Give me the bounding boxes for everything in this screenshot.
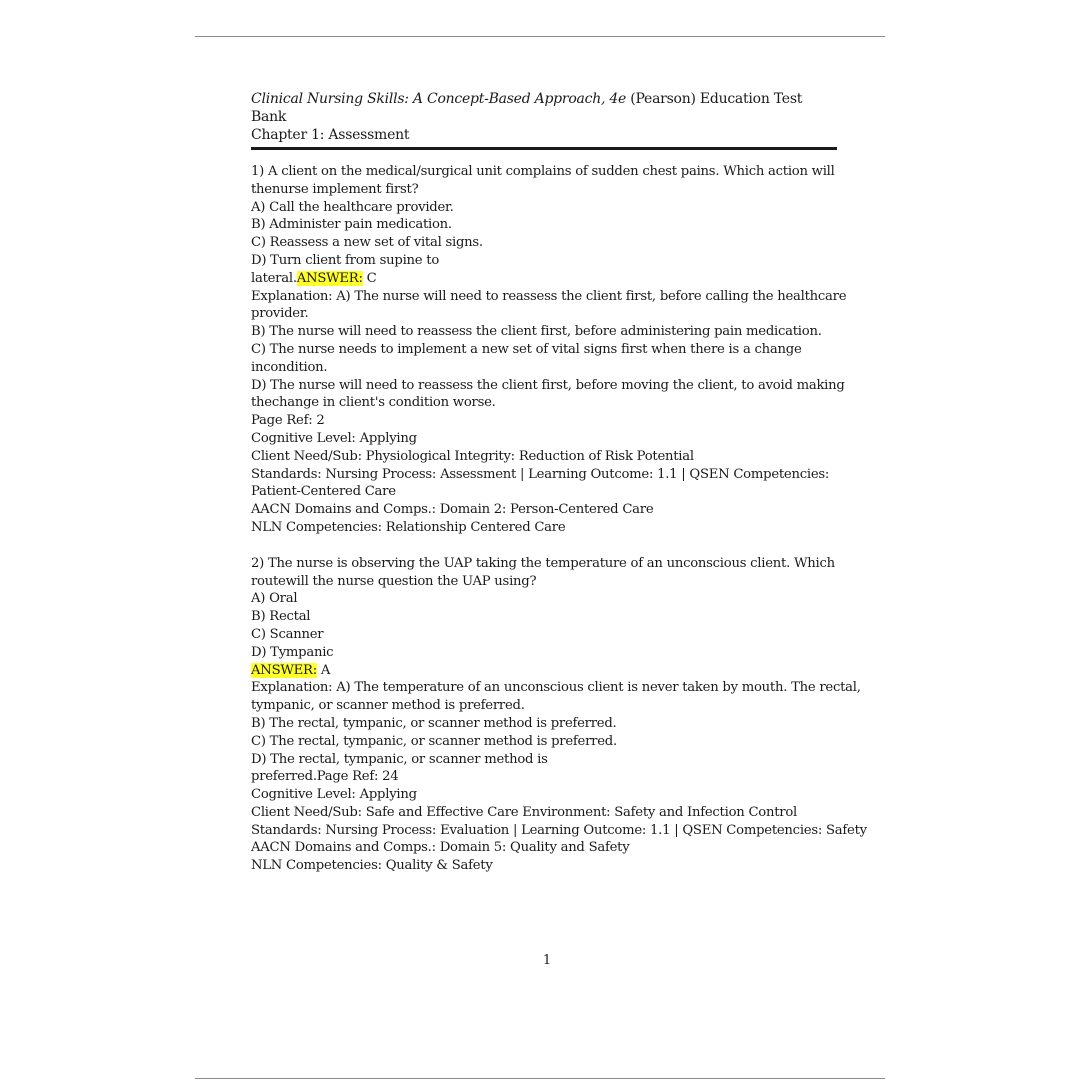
option-d: D) Tympanic [251, 644, 334, 660]
explanation-a: Explanation: A) The nurse will need to reassess the client first, before calling the healthcare [251, 288, 847, 304]
option-d: D) Turn client from supine to [251, 252, 440, 268]
explanation-a-cont: tympanic, or scanner method is preferred. [251, 698, 525, 714]
publisher-suffix: (Pearson) Education Test Bank [251, 91, 803, 125]
option-d-cont: lateral. [251, 270, 297, 286]
answer-line [251, 662, 841, 680]
question-2 [251, 555, 867, 875]
question-stem: 2) The nurse is observing the UAP taking the temperature of an unconscious client. Which [251, 555, 835, 571]
option-b: B) Administer pain medication. [251, 217, 452, 233]
client-need: Client Need/Sub: Safe and Effective Care Environment: Safety and Infection Control [251, 804, 797, 820]
question-list [251, 163, 867, 875]
cognitive-level: Cognitive Level: Applying [251, 787, 417, 803]
explanation-d-cont: preferred.Page Ref: 24 [251, 769, 399, 785]
option-b: B) Rectal [251, 609, 311, 625]
option-c: C) Reassess a new set of vital signs. [251, 235, 483, 251]
document-title [251, 90, 837, 126]
aacn-domains: AACN Domains and Comps.: Domain 5: Quality and Safety [251, 840, 630, 856]
question-stem: 1) A client on the medical/surgical unit complains of sudden chest pains. Which action will [251, 164, 835, 179]
document-page [251, 90, 867, 893]
answer-value: C [362, 270, 377, 286]
page-bottom-rule [195, 1078, 885, 1079]
client-need: Client Need/Sub: Physiological Integrity: Reduction of Risk Potential [251, 448, 694, 464]
question-stem-cont: thenurse implement first? [251, 181, 419, 197]
explanation-d: D) The nurse will need to reassess the client first, before moving the client, to avoid making [251, 377, 845, 393]
standards-cont: Patient-Centered Care [251, 484, 396, 500]
explanation-b: B) The nurse will need to reassess the client first, before administering pain medication. [251, 324, 822, 340]
aacn-domains: AACN Domains and Comps.: Domain 2: Person-Centered Care [251, 502, 654, 518]
answer-label: ANSWER: [296, 270, 363, 286]
explanation-b: B) The rectal, tympanic, or scanner method is preferred. [251, 715, 617, 731]
standards: Standards: Nursing Process: Evaluation | Learning Outcome: 1.1 | QSEN Competencies: Safety [251, 822, 867, 838]
answer-label: ANSWER: [251, 662, 317, 678]
explanation-c: C) The rectal, tympanic, or scanner method is preferred. [251, 733, 617, 749]
explanation-a: Explanation: A) The temperature of an unconscious client is never taken by mouth. The rectal, [251, 680, 861, 696]
option-a: A) Call the healthcare provider. [251, 199, 454, 215]
explanation-d-cont: thechange in client's condition worse. [251, 395, 496, 411]
option-c: C) Scanner [251, 626, 324, 642]
option-a: A) Oral [251, 591, 298, 607]
page-ref: Page Ref: 2 [251, 413, 325, 429]
nln-competencies: NLN Competencies: Relationship Centered Care [251, 519, 566, 535]
answer-line [251, 270, 841, 288]
page-number: 1 [542, 953, 552, 968]
standards: Standards: Nursing Process: Assessment | Learning Outcome: 1.1 | QSEN Competencies: [251, 466, 830, 482]
book-title: Clinical Nursing Skills: A Concept-Based Approach, 4e [251, 91, 627, 107]
document-header [251, 90, 837, 150]
explanation-c-cont: incondition. [251, 359, 328, 375]
page-top-rule [195, 36, 885, 37]
answer-value: A [316, 662, 331, 678]
question-1 [251, 163, 847, 537]
chapter-title: Chapter 1: Assessment [251, 127, 410, 143]
explanation-d: D) The rectal, tympanic, or scanner method is [251, 751, 548, 767]
explanation-c: C) The nurse needs to implement a new set of vital signs first when there is a change [251, 341, 802, 357]
explanation-a-cont: provider. [251, 306, 309, 322]
question-stem-cont: routewill the nurse question the UAP using? [251, 573, 537, 589]
cognitive-level: Cognitive Level: Applying [251, 430, 417, 446]
nln-competencies: NLN Competencies: Quality & Safety [251, 858, 493, 874]
